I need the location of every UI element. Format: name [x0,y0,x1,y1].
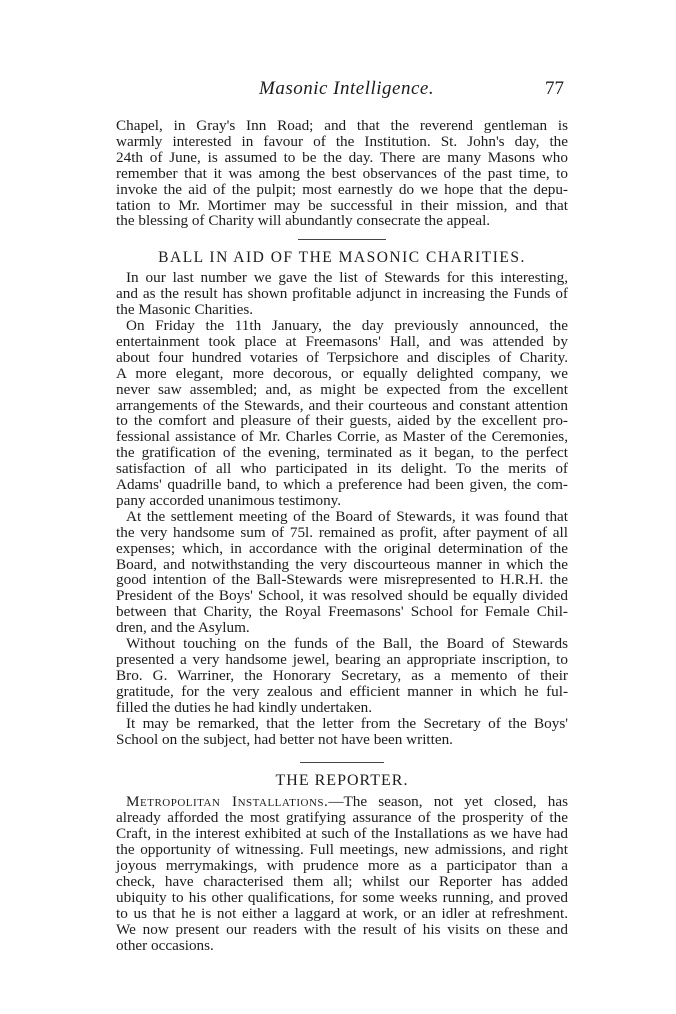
paragraph [116,509,568,636]
text-line: remember that it was among the best observances of the past time, to [116,164,568,182]
text-line: In our last number we gave the list of Stewards for this interesting, [126,269,568,287]
text-line: already afforded the most gratifying assurance of the prosperity of the [116,809,568,827]
text-line: Without touching on the funds of the Ball, the Board of Stewards [126,635,568,653]
text-line: the blessing of Charity will abundantly consecrate the appeal. [116,212,491,230]
page-number: 77 [545,78,564,99]
text-line: good intention of the Ball-Stewards were misrepresented to H.R.H. the [116,571,568,589]
intro-paragraph [116,118,568,229]
text-line: Bro. G. Warriner, the Honorary Secretary, as a memento of their [116,666,568,684]
text-line: Board, and notwithstanding the very discourteous manner in which the [116,555,568,573]
text-line: the Masonic Charities. [116,301,254,319]
text-line: On Friday the 11th January, the day previously announced, the [126,316,568,334]
section-heading: THE REPORTER. [275,772,409,790]
section-divider [300,762,384,763]
paragraph [116,318,568,509]
text-line: other occasions. [116,936,214,954]
text-line: to us that he is not either a laggard at work, or an idler at refreshment. [116,904,568,922]
page-header [0,78,676,102]
text-line: warmly interested in favour of the Institution. St. John's day, the [116,132,568,150]
text-line: the very handsome sum of 75l. remained as profit, after payment of all [116,523,568,541]
text-line: fessional assistance of Mr. Charles Corrie, as Master of the Ceremonies, [116,428,568,446]
text-line: never saw assembled; and, as might be expected from the excellent [116,380,568,398]
text-line [116,794,568,810]
text-line: Chapel, in Gray's Inn Road; and that the reverend gentleman is [116,117,568,134]
text-line: pany accorded unanimous testimony. [116,491,342,509]
text-line: and as the result has shown profitable adjunct in increasing the Funds of [116,285,568,303]
paragraph [116,270,568,318]
reporter-section [116,773,568,953]
text-line: presented a very handsome jewel, bearing an appropriate inscription, to [116,651,568,668]
text-line: about four hundred votaries of Terpsichore and disciples of Charity. [116,348,568,366]
text-line: check, have characterised them all; whilst our Reporter has added [116,872,568,890]
text-line: tation to Mr. Mortimer may be successful in their mission, and that [116,196,568,214]
text-line: invoke the aid of the pulpit; most earnestly do we hope that the depu- [116,180,568,198]
text-line: gratitude, for the very zealous and efficient manner in which he ful- [116,682,568,700]
text-line: joyous merrymakings, with prudence more as a participator than a [116,856,568,874]
text-line: filled the duties he had kindly undertaken. [116,698,373,716]
text-line: arrangements of the Stewards, and their courteous and constant attention [116,396,568,414]
running-title: Masonic Intelligence. [259,78,435,99]
text-line: entertainment took place at Freemasons' Hall, and was attended by [116,332,568,350]
section-heading: BALL IN AID OF THE MASONIC CHARITIES. [158,249,526,267]
ball-section [116,250,568,747]
text-line: Craft, in the interest exhibited at such of the Installations as we have had [116,825,568,843]
text-line: satisfaction of all who participated in its delight. To the merits of [116,460,568,478]
section-divider [298,239,386,240]
text-line: We now present our readers with the result of his visits on these and [116,920,568,938]
lead-in-rest: —The season, not yet closed, has [328,793,568,811]
page-body [116,118,568,953]
text-line: the opportunity of witnessing. Full meetings, new admissions, and right [116,841,568,859]
text-line: to the comfort and pleasure of their guests, aided by the excellent pro- [116,412,568,430]
text-line: ubiquity to his other qualifications, for some weeks running, and proved [116,888,568,906]
text-line: President of the Boys' School, it was resolved should be equally divided [116,587,568,605]
text-line: A more elegant, more decorous, or equally delighted company, we [116,364,568,382]
lead-in: Metropolitan Installations. [126,793,329,811]
text-line: School on the subject, had better not have been written. [116,730,453,748]
paragraph [116,716,568,748]
text-line: between that Charity, the Royal Freemasons' School for Female Chil- [116,603,568,621]
text-line: It may be remarked, that the letter from the Secretary of the Boys' [126,714,568,732]
text-line: the gratification of the evening, terminated as it began, to the perfect [116,444,568,462]
text-line: 24th of June, is assumed to be the day. There are many Masons who [116,148,568,166]
text-line: dren, and the Asylum. [116,619,250,637]
paragraph [116,636,568,716]
text-line: At the settlement meeting of the Board of Stewards, it was found that [126,507,568,525]
text-line: expenses; which, in accordance with the original determination of the [116,539,568,557]
text-line: Adams' quadrille band, to which a preference had been given, the com- [116,476,568,494]
